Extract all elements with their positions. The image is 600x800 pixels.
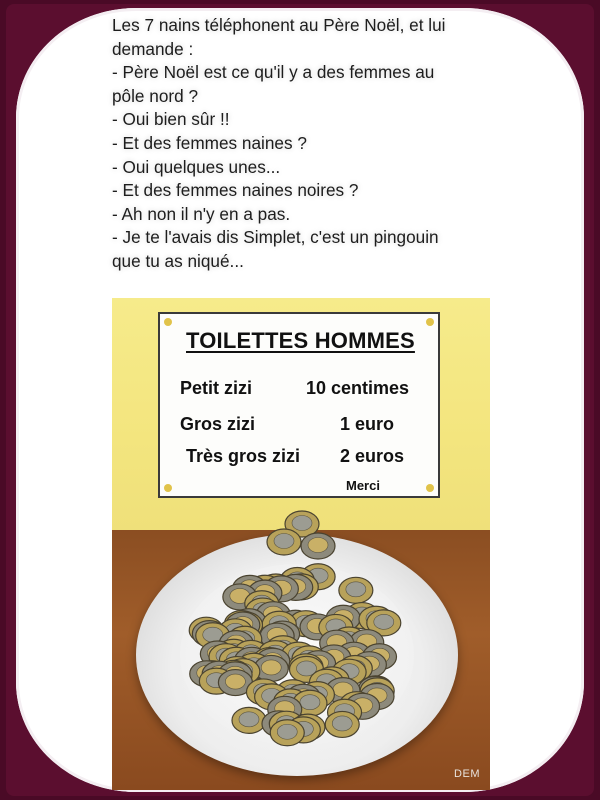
sign-label: Gros zizi [180,414,256,434]
coin-icon [267,529,301,555]
euro-coins [112,298,490,790]
watermark: DEM [454,768,480,780]
coin-icon [232,707,266,733]
coin-icon [270,720,304,746]
sign-title: TOILETTES HOMMES [186,328,415,353]
joke-line: - Oui bien sûr !! [112,109,230,130]
joke-line: - Et des femmes naines ? [112,132,307,153]
joke-line: que tu as niqué... [112,250,244,271]
joke-line: demande : [112,38,194,59]
joke-line: Les 7 nains téléphonent au Père Noël, et lui [112,15,446,35]
coin-icon [301,533,335,559]
sign-footer: Merci [346,478,380,493]
joke-text [112,14,502,274]
joke-line: - Oui quelques unes... [112,156,281,177]
joke-line: - Père Noël est ce qu'il y a des femmes au [112,62,435,83]
joke-line: - Ah non il n'y en a pas. [112,203,291,224]
sign-label: Petit zizi [180,378,253,398]
sign-price: 1 euro [340,414,395,434]
coin-icon [325,711,359,737]
sign-price: 10 centimes [306,378,410,398]
joke-line: pôle nord ? [112,85,199,106]
joke-line: - Je te l'avais dis Simplet, c'est un pingouin [112,227,439,248]
sign-price: 2 euros [340,446,405,466]
toilet-sign-photo [112,298,490,790]
joke-line: - Et des femmes naines noires ? [112,180,359,201]
sign-label: Très gros zizi [186,446,301,466]
coin-icon [339,577,373,603]
